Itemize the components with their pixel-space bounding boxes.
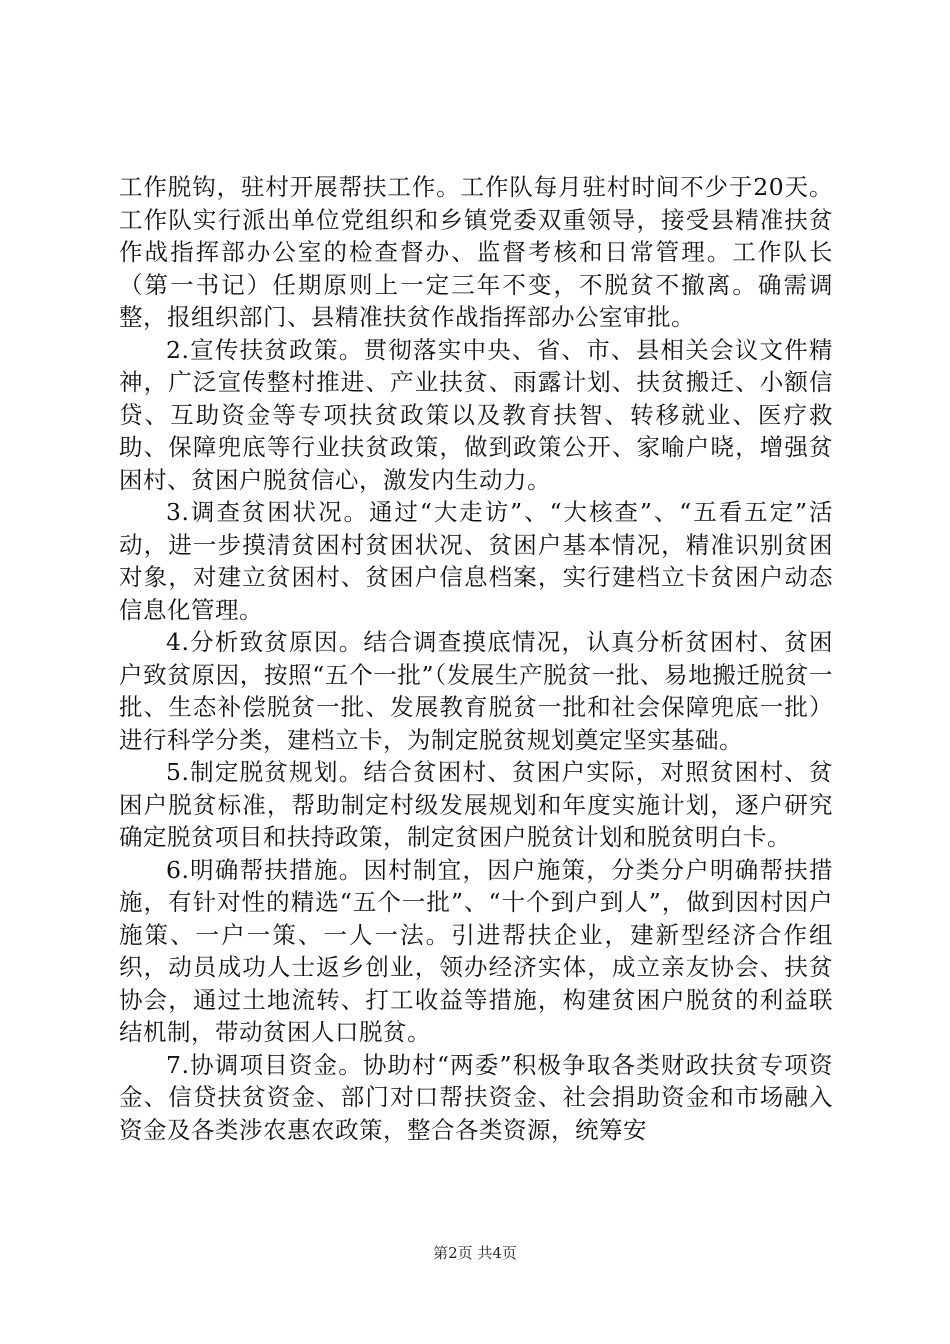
paragraph-6: 6.明确帮扶措施。因村制宜，因户施策，分类分户明确帮扶措施，有针对性的精选“五个一批”、“十个到户到人”，做到因村因户施策、一户一策、一人一法。引进帮扶企业，建新型经济合作组织，动员成功人士返乡创业，领办经济实体，成立亲友协会、扶贫协会，通过土地流转、打工收益等措施，构建贫困户脱贫的利益联结机制，带动贫困人口脱贫。 [119,855,833,1046]
paragraph-2: 2.宣传扶贫政策。贯彻落实中央、省、市、县相关会议文件精神，广泛宣传整村推进、产业扶贫、雨露计划、扶贫搬迁、小额信贷、互助资金等专项扶贫政策以及教育扶智、转移就业、医疗救助、保障兜底等行业扶贫政策，做到政策公开、家喻户晓，增强贫困村、贫困户脱贫信心，激发内生动力。 [119,335,833,494]
paragraph-5: 5.制定脱贫规划。结合贫困村、贫困户实际，对照贫困村、贫困户脱贫标准，帮助制定村级发展规划和年度实施计划，逐户研究确定脱贫项目和扶持政策，制定贫困户脱贫计划和脱贫明白卡。 [119,758,833,851]
paragraph-continued: 工作脱钩，驻村开展帮扶工作。工作队每月驻村时间不少于20天。工作队实行派出单位党组织和乡镇党委双重领导，接受县精准扶贫作战指挥部办公室的检查督办、监督考核和日常管理。工作队长（第一书记）任期原则上一定三年不变，不脱贫不撤离。确需调整，报组织部门、县精准扶贫作战指挥部办公室审批。 [119,173,833,331]
paragraph-7: 7.协调项目资金。协助村“两委”积极争取各类财政扶贫专项资金、信贷扶贫资金、部门对口帮扶资金、社会捐助资金和市场融入资金及各类涉农惠农政策，整合各类资源，统筹安 [119,1050,833,1144]
paragraph-3: 3.调查贫困状况。通过“大走访”、“大核查”、“五看五定”活动，进一步摸清贫困村贫困状况、贫困户基本情况，精准识别贫困对象，对建立贫困村、贫困户信息档案，实行建档立卡贫困户动态信息化管理。 [119,498,833,624]
document-body [119,171,833,1146]
page-footer: 第2页 共4页 [433,1244,517,1262]
paragraph-4: 4.分析致贫原因。结合调查摸底情况，认真分析贫困村、贫困户致贫原因，按照“五个一批”（发展生产脱贫一批、易地搬迁脱贫一批、生态补偿脱贫一批、发展教育脱贫一批和社会保障兜底一批）进行科学分类，建档立卡，为制定脱贫规划奠定坚实基础。 [119,628,833,754]
